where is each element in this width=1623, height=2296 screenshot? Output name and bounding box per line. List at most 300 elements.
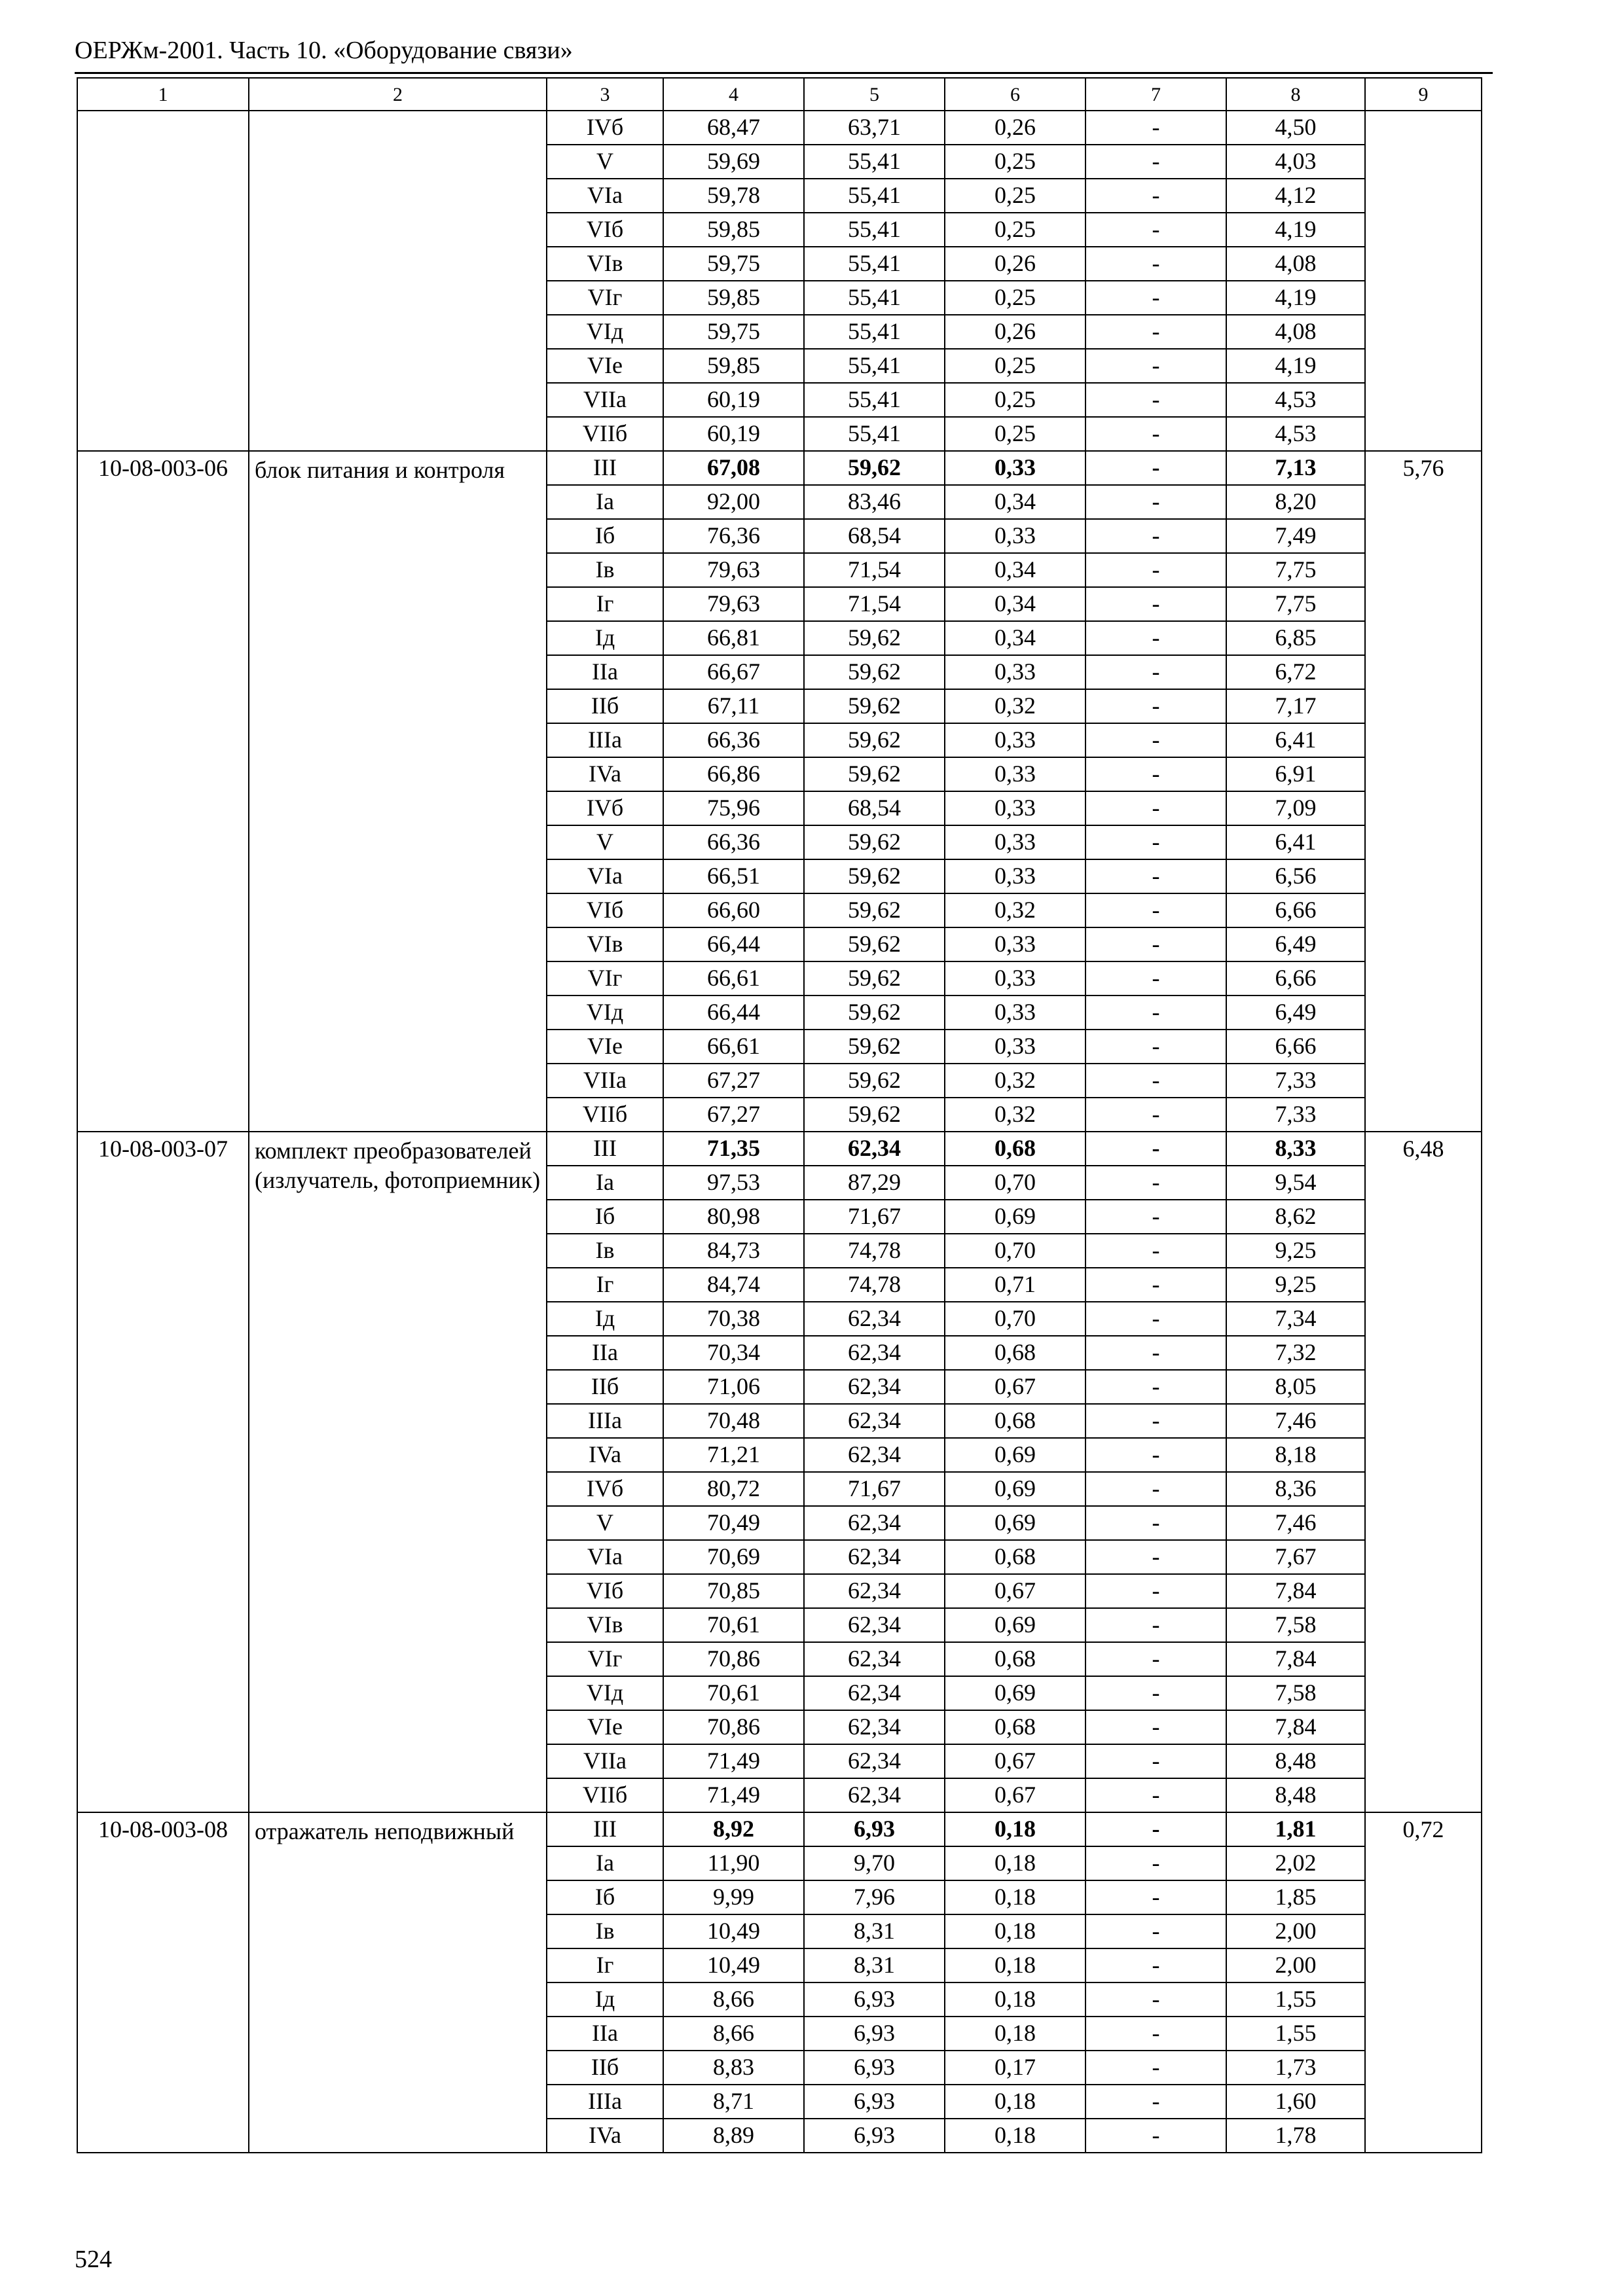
- value-cell: 6,93: [804, 1812, 945, 1846]
- value-cell: 8,66: [663, 1982, 804, 2017]
- value-cell: 1,81: [1226, 1812, 1365, 1846]
- zone-cell: III: [547, 451, 663, 485]
- zone-cell: VIб: [547, 893, 663, 927]
- value-cell: 59,62: [804, 859, 945, 893]
- value-cell: 8,31: [804, 1948, 945, 1982]
- zone-cell: VIIa: [547, 383, 663, 417]
- value-cell: 6,93: [804, 1982, 945, 2017]
- zone-cell: VIв: [547, 927, 663, 961]
- value-cell: 6,85: [1226, 621, 1365, 655]
- value-cell: -: [1085, 1982, 1226, 2017]
- value-cell: 55,41: [804, 349, 945, 383]
- value-cell: 62,34: [804, 1540, 945, 1574]
- value-cell: -: [1085, 2051, 1226, 2085]
- value-cell: -: [1085, 1098, 1226, 1132]
- value-cell: 0,25: [945, 281, 1085, 315]
- value-cell: 4,08: [1226, 315, 1365, 349]
- value-cell: 9,25: [1226, 1268, 1365, 1302]
- value-cell: 62,34: [804, 1302, 945, 1336]
- value-cell: -: [1085, 1608, 1226, 1642]
- value-cell: 71,35: [663, 1132, 804, 1166]
- zone-cell: VIд: [547, 996, 663, 1030]
- value-cell: 63,71: [804, 111, 945, 145]
- value-cell: -: [1085, 1166, 1226, 1200]
- value-cell: 62,34: [804, 1744, 945, 1778]
- value-cell: 7,75: [1226, 587, 1365, 621]
- value-cell: 71,54: [804, 553, 945, 587]
- value-cell: 62,34: [804, 1710, 945, 1744]
- value-cell: 62,34: [804, 1676, 945, 1710]
- zone-cell: VIб: [547, 213, 663, 247]
- value-cell: -: [1085, 1200, 1226, 1234]
- value-cell: 0,33: [945, 859, 1085, 893]
- value-cell: 55,41: [804, 383, 945, 417]
- value-cell: 70,61: [663, 1676, 804, 1710]
- value-cell: 84,74: [663, 1268, 804, 1302]
- value-cell: -: [1085, 553, 1226, 587]
- value-cell: 0,17: [945, 2051, 1085, 2085]
- zone-cell: VIIa: [547, 1744, 663, 1778]
- value-cell: 0,67: [945, 1370, 1085, 1404]
- value-cell: -: [1085, 451, 1226, 485]
- value-cell: 8,05: [1226, 1370, 1365, 1404]
- value-cell: 66,44: [663, 996, 804, 1030]
- value-cell: -: [1085, 1676, 1226, 1710]
- column-number: 1: [77, 78, 249, 111]
- value-cell: 6,41: [1226, 723, 1365, 757]
- value-cell: 55,41: [804, 179, 945, 213]
- value-cell: 6,56: [1226, 859, 1365, 893]
- zone-cell: Ia: [547, 1846, 663, 1880]
- page-number: 524: [75, 2246, 112, 2273]
- value-cell: 62,34: [804, 1438, 945, 1472]
- zone-cell: Ia: [547, 1166, 663, 1200]
- value-cell: 79,63: [663, 587, 804, 621]
- value-cell: 7,09: [1226, 791, 1365, 825]
- zone-cell: Iд: [547, 1982, 663, 2017]
- value-cell: 74,78: [804, 1268, 945, 1302]
- value-cell: 4,19: [1226, 349, 1365, 383]
- value-cell: -: [1085, 1404, 1226, 1438]
- work-name-cell: блок питания и контроля: [249, 451, 547, 1132]
- value-cell: 70,38: [663, 1302, 804, 1336]
- value-cell: 59,62: [804, 689, 945, 723]
- zone-cell: Iг: [547, 587, 663, 621]
- value-cell: 0,69: [945, 1506, 1085, 1540]
- zone-cell: Iб: [547, 1200, 663, 1234]
- value-cell: 70,86: [663, 1642, 804, 1676]
- value-cell: 0,34: [945, 587, 1085, 621]
- zone-cell: III: [547, 1812, 663, 1846]
- value-cell: 0,25: [945, 417, 1085, 451]
- value-cell: -: [1085, 1574, 1226, 1608]
- value-cell: -: [1085, 2119, 1226, 2153]
- value-cell: 4,19: [1226, 281, 1365, 315]
- value-cell: -: [1085, 996, 1226, 1030]
- zone-cell: VIe: [547, 349, 663, 383]
- value-cell: 67,11: [663, 689, 804, 723]
- value-cell: 0,32: [945, 689, 1085, 723]
- value-cell: 0,69: [945, 1438, 1085, 1472]
- table-body: [77, 78, 1482, 2153]
- value-cell: 1,78: [1226, 2119, 1365, 2153]
- value-cell: 6,93: [804, 2051, 945, 2085]
- value-cell: 59,62: [804, 825, 945, 859]
- value-cell: 59,62: [804, 757, 945, 791]
- value-cell: 1,55: [1226, 1982, 1365, 2017]
- rate-code-cell: [77, 111, 249, 451]
- value-cell: -: [1085, 757, 1226, 791]
- column-9-cell: 0,72: [1365, 1812, 1482, 2153]
- value-cell: -: [1085, 723, 1226, 757]
- value-cell: 59,62: [804, 655, 945, 689]
- zone-cell: VIa: [547, 859, 663, 893]
- value-cell: 7,13: [1226, 451, 1365, 485]
- value-cell: -: [1085, 1506, 1226, 1540]
- value-cell: 0,69: [945, 1472, 1085, 1506]
- value-cell: 6,93: [804, 2119, 945, 2153]
- value-cell: 6,41: [1226, 825, 1365, 859]
- value-cell: 7,84: [1226, 1642, 1365, 1676]
- value-cell: 59,75: [663, 247, 804, 281]
- value-cell: 9,70: [804, 1846, 945, 1880]
- value-cell: 8,89: [663, 2119, 804, 2153]
- value-cell: 0,26: [945, 247, 1085, 281]
- value-cell: 8,92: [663, 1812, 804, 1846]
- value-cell: 55,41: [804, 315, 945, 349]
- zone-cell: VIд: [547, 1676, 663, 1710]
- value-cell: 67,27: [663, 1098, 804, 1132]
- value-cell: 8,20: [1226, 485, 1365, 519]
- value-cell: 60,19: [663, 417, 804, 451]
- value-cell: 0,33: [945, 655, 1085, 689]
- value-cell: 0,18: [945, 2085, 1085, 2119]
- value-cell: 70,69: [663, 1540, 804, 1574]
- value-cell: 0,33: [945, 451, 1085, 485]
- work-name-cell: комплект преобразователей (излучатель, фотоприемник): [249, 1132, 547, 1812]
- value-cell: 70,61: [663, 1608, 804, 1642]
- column-9-cell: [1365, 111, 1482, 451]
- value-cell: -: [1085, 1370, 1226, 1404]
- column-number: 3: [547, 78, 663, 111]
- value-cell: 59,62: [804, 893, 945, 927]
- zone-cell: IVa: [547, 1438, 663, 1472]
- zone-cell: Iб: [547, 519, 663, 553]
- value-cell: 2,02: [1226, 1846, 1365, 1880]
- value-cell: 0,26: [945, 315, 1085, 349]
- value-cell: 59,62: [804, 961, 945, 996]
- zone-cell: VIд: [547, 315, 663, 349]
- value-cell: -: [1085, 1880, 1226, 1914]
- value-cell: 66,61: [663, 961, 804, 996]
- value-cell: -: [1085, 417, 1226, 451]
- value-cell: -: [1085, 621, 1226, 655]
- value-cell: -: [1085, 2017, 1226, 2051]
- value-cell: 4,53: [1226, 383, 1365, 417]
- value-cell: 68,47: [663, 111, 804, 145]
- value-cell: 8,33: [1226, 1132, 1365, 1166]
- value-cell: 71,21: [663, 1438, 804, 1472]
- value-cell: 8,83: [663, 2051, 804, 2085]
- value-cell: 66,86: [663, 757, 804, 791]
- price-table: [77, 77, 1482, 2153]
- value-cell: 1,60: [1226, 2085, 1365, 2119]
- value-cell: 66,44: [663, 927, 804, 961]
- value-cell: 70,86: [663, 1710, 804, 1744]
- column-number: 6: [945, 78, 1085, 111]
- zone-cell: IVб: [547, 791, 663, 825]
- zone-cell: VIa: [547, 1540, 663, 1574]
- value-cell: -: [1085, 281, 1226, 315]
- value-cell: 10,49: [663, 1914, 804, 1948]
- value-cell: -: [1085, 825, 1226, 859]
- value-cell: 68,54: [804, 791, 945, 825]
- value-cell: 7,58: [1226, 1676, 1365, 1710]
- value-cell: 8,18: [1226, 1438, 1365, 1472]
- value-cell: 70,48: [663, 1404, 804, 1438]
- value-cell: 66,81: [663, 621, 804, 655]
- zone-cell: V: [547, 145, 663, 179]
- value-cell: 0,33: [945, 961, 1085, 996]
- zone-cell: Iб: [547, 1880, 663, 1914]
- value-cell: -: [1085, 111, 1226, 145]
- value-cell: -: [1085, 2085, 1226, 2119]
- value-cell: 62,34: [804, 1778, 945, 1812]
- value-cell: 6,49: [1226, 996, 1365, 1030]
- value-cell: 0,33: [945, 927, 1085, 961]
- value-cell: 0,18: [945, 1880, 1085, 1914]
- value-cell: 97,53: [663, 1166, 804, 1200]
- value-cell: -: [1085, 1030, 1226, 1064]
- work-name-cell: отражатель неподвижный: [249, 1812, 547, 2153]
- value-cell: 0,18: [945, 1982, 1085, 2017]
- value-cell: 2,00: [1226, 1914, 1365, 1948]
- value-cell: 83,46: [804, 485, 945, 519]
- value-cell: 7,46: [1226, 1506, 1365, 1540]
- header-divider: [75, 72, 1493, 74]
- value-cell: 71,06: [663, 1370, 804, 1404]
- value-cell: 59,85: [663, 213, 804, 247]
- value-cell: 7,32: [1226, 1336, 1365, 1370]
- value-cell: 66,67: [663, 655, 804, 689]
- column-number: 4: [663, 78, 804, 111]
- value-cell: -: [1085, 1302, 1226, 1336]
- value-cell: -: [1085, 961, 1226, 996]
- zone-cell: Iв: [547, 553, 663, 587]
- value-cell: 7,46: [1226, 1404, 1365, 1438]
- zone-cell: VIв: [547, 247, 663, 281]
- zone-cell: IIa: [547, 655, 663, 689]
- value-cell: 0,18: [945, 2119, 1085, 2153]
- value-cell: 7,49: [1226, 519, 1365, 553]
- value-cell: 71,67: [804, 1200, 945, 1234]
- value-cell: 0,34: [945, 485, 1085, 519]
- zone-cell: VIIб: [547, 417, 663, 451]
- value-cell: -: [1085, 1234, 1226, 1268]
- value-cell: 8,71: [663, 2085, 804, 2119]
- value-cell: -: [1085, 1812, 1226, 1846]
- value-cell: 62,34: [804, 1370, 945, 1404]
- value-cell: 0,33: [945, 791, 1085, 825]
- value-cell: -: [1085, 349, 1226, 383]
- zone-cell: VIг: [547, 961, 663, 996]
- value-cell: 92,00: [663, 485, 804, 519]
- value-cell: 10,49: [663, 1948, 804, 1982]
- value-cell: 62,34: [804, 1608, 945, 1642]
- value-cell: 0,68: [945, 1540, 1085, 1574]
- value-cell: -: [1085, 689, 1226, 723]
- zone-cell: VIIa: [547, 1064, 663, 1098]
- value-cell: 0,18: [945, 1846, 1085, 1880]
- value-cell: 0,33: [945, 723, 1085, 757]
- value-cell: 0,34: [945, 553, 1085, 587]
- value-cell: -: [1085, 1336, 1226, 1370]
- value-cell: 8,31: [804, 1914, 945, 1948]
- zone-cell: IVa: [547, 757, 663, 791]
- value-cell: 7,67: [1226, 1540, 1365, 1574]
- zone-cell: IIб: [547, 689, 663, 723]
- value-cell: 55,41: [804, 281, 945, 315]
- value-cell: 55,41: [804, 213, 945, 247]
- value-cell: 0,71: [945, 1268, 1085, 1302]
- value-cell: 84,73: [663, 1234, 804, 1268]
- value-cell: 60,19: [663, 383, 804, 417]
- value-cell: 59,85: [663, 281, 804, 315]
- value-cell: 6,66: [1226, 893, 1365, 927]
- value-cell: 9,99: [663, 1880, 804, 1914]
- value-cell: 6,72: [1226, 655, 1365, 689]
- zone-cell: IIa: [547, 2017, 663, 2051]
- value-cell: 55,41: [804, 145, 945, 179]
- value-cell: 0,68: [945, 1710, 1085, 1744]
- value-cell: 0,33: [945, 757, 1085, 791]
- value-cell: 70,34: [663, 1336, 804, 1370]
- value-cell: 0,33: [945, 1030, 1085, 1064]
- value-cell: 62,34: [804, 1132, 945, 1166]
- value-cell: 59,78: [663, 179, 804, 213]
- zone-cell: IIIa: [547, 2085, 663, 2119]
- value-cell: -: [1085, 179, 1226, 213]
- zone-cell: V: [547, 825, 663, 859]
- zone-cell: VIIб: [547, 1098, 663, 1132]
- value-cell: -: [1085, 927, 1226, 961]
- column-number-row: [77, 78, 1482, 111]
- value-cell: -: [1085, 1744, 1226, 1778]
- value-cell: 0,18: [945, 1914, 1085, 1948]
- zone-cell: IVa: [547, 2119, 663, 2153]
- value-cell: 71,49: [663, 1744, 804, 1778]
- value-cell: 7,34: [1226, 1302, 1365, 1336]
- zone-cell: VIг: [547, 281, 663, 315]
- value-cell: 0,69: [945, 1676, 1085, 1710]
- zone-cell: IVб: [547, 1472, 663, 1506]
- value-cell: 7,33: [1226, 1098, 1365, 1132]
- value-cell: 8,48: [1226, 1778, 1365, 1812]
- value-cell: 59,62: [804, 996, 945, 1030]
- value-cell: 74,78: [804, 1234, 945, 1268]
- value-cell: -: [1085, 383, 1226, 417]
- zone-cell: III: [547, 1132, 663, 1166]
- value-cell: 0,32: [945, 1064, 1085, 1098]
- value-cell: 4,19: [1226, 213, 1365, 247]
- value-cell: 8,66: [663, 2017, 804, 2051]
- value-cell: 7,33: [1226, 1064, 1365, 1098]
- value-cell: 2,00: [1226, 1948, 1365, 1982]
- rate-code-cell: 10-08-003-06: [77, 451, 249, 1132]
- value-cell: 7,84: [1226, 1574, 1365, 1608]
- zone-cell: VIб: [547, 1574, 663, 1608]
- value-cell: 66,36: [663, 825, 804, 859]
- value-cell: 0,26: [945, 111, 1085, 145]
- value-cell: 9,54: [1226, 1166, 1365, 1200]
- value-cell: -: [1085, 213, 1226, 247]
- value-cell: 59,62: [804, 723, 945, 757]
- value-cell: 66,36: [663, 723, 804, 757]
- value-cell: 4,12: [1226, 179, 1365, 213]
- value-cell: 6,91: [1226, 757, 1365, 791]
- value-cell: 62,34: [804, 1404, 945, 1438]
- value-cell: 59,62: [804, 621, 945, 655]
- value-cell: 55,41: [804, 417, 945, 451]
- value-cell: 59,75: [663, 315, 804, 349]
- value-cell: 62,34: [804, 1642, 945, 1676]
- value-cell: 1,85: [1226, 1880, 1365, 1914]
- value-cell: 66,60: [663, 893, 804, 927]
- value-cell: 66,61: [663, 1030, 804, 1064]
- value-cell: 0,33: [945, 825, 1085, 859]
- value-cell: 0,68: [945, 1404, 1085, 1438]
- value-cell: -: [1085, 145, 1226, 179]
- page-header-title: ОЕРЖм-2001. Часть 10. «Оборудование связи»: [75, 37, 573, 64]
- value-cell: 4,50: [1226, 111, 1365, 145]
- value-cell: 0,18: [945, 1812, 1085, 1846]
- value-cell: 6,49: [1226, 927, 1365, 961]
- value-cell: 4,53: [1226, 417, 1365, 451]
- value-cell: -: [1085, 247, 1226, 281]
- value-cell: 0,70: [945, 1302, 1085, 1336]
- value-cell: 68,54: [804, 519, 945, 553]
- value-cell: 6,66: [1226, 961, 1365, 996]
- value-cell: -: [1085, 1540, 1226, 1574]
- value-cell: 0,25: [945, 383, 1085, 417]
- value-cell: 8,62: [1226, 1200, 1365, 1234]
- value-cell: 70,85: [663, 1574, 804, 1608]
- value-cell: 0,25: [945, 179, 1085, 213]
- column-number: 9: [1365, 78, 1482, 111]
- value-cell: 71,49: [663, 1778, 804, 1812]
- zone-cell: VIг: [547, 1642, 663, 1676]
- zone-cell: Iв: [547, 1914, 663, 1948]
- value-cell: 0,25: [945, 349, 1085, 383]
- value-cell: -: [1085, 485, 1226, 519]
- value-cell: -: [1085, 519, 1226, 553]
- value-cell: 0,68: [945, 1132, 1085, 1166]
- zone-cell: Iд: [547, 1302, 663, 1336]
- value-cell: 70,49: [663, 1506, 804, 1540]
- value-cell: 71,67: [804, 1472, 945, 1506]
- value-cell: 0,32: [945, 893, 1085, 927]
- column-number: 7: [1085, 78, 1226, 111]
- value-cell: -: [1085, 1132, 1226, 1166]
- zone-cell: IIIa: [547, 723, 663, 757]
- value-cell: 0,25: [945, 213, 1085, 247]
- zone-cell: Iв: [547, 1234, 663, 1268]
- value-cell: 71,54: [804, 587, 945, 621]
- value-cell: -: [1085, 893, 1226, 927]
- value-cell: 0,69: [945, 1200, 1085, 1234]
- column-9-cell: 5,76: [1365, 451, 1482, 1132]
- column-9-cell: 6,48: [1365, 1132, 1482, 1812]
